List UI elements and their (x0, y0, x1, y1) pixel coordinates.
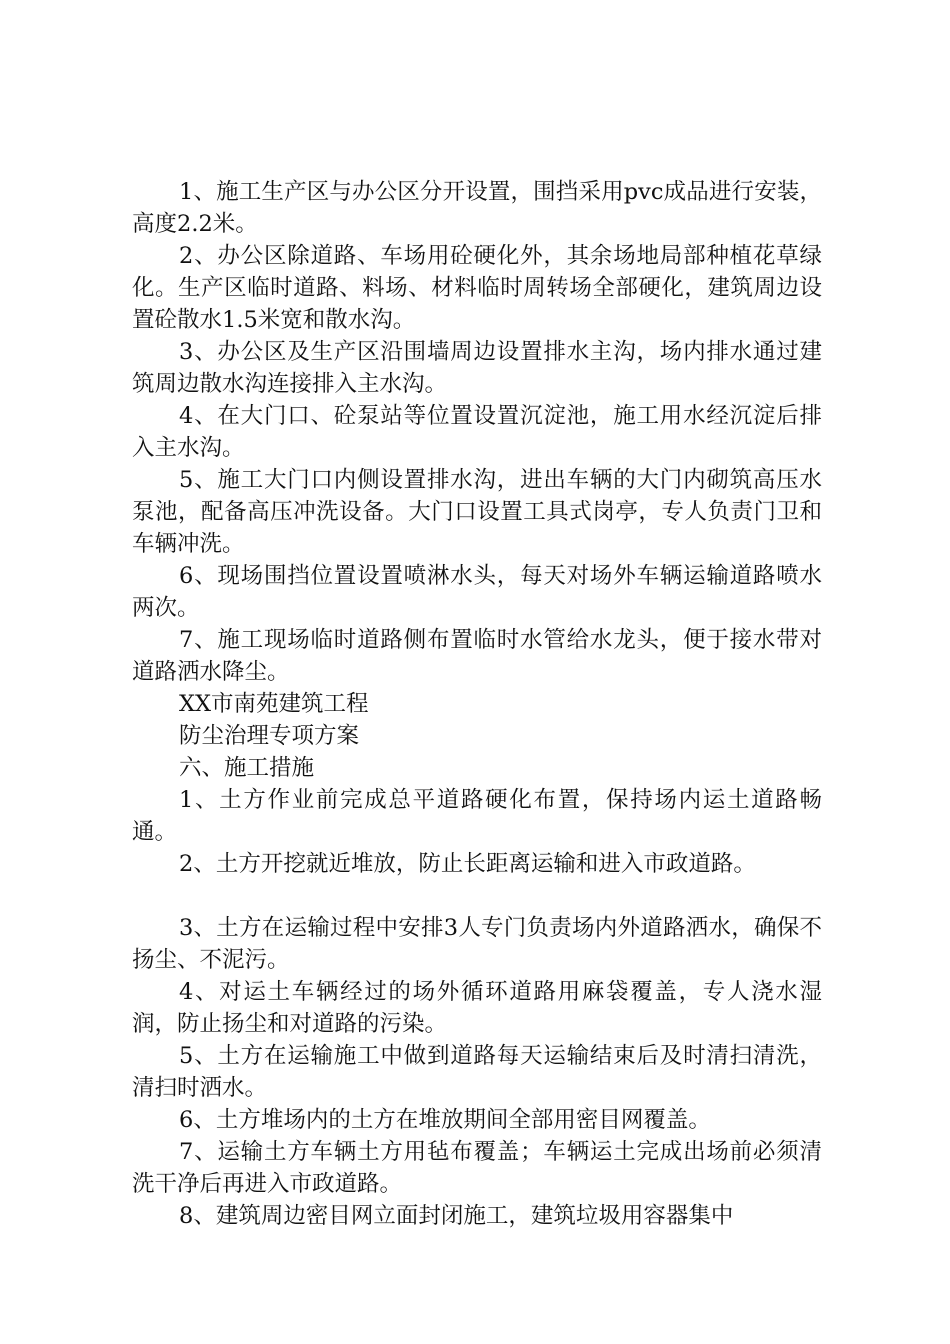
plan-title-line: 防尘治理专项方案 (179, 723, 360, 749)
document-body (132, 176, 822, 1232)
blank-line (132, 880, 822, 912)
project-name-line: XX市南苑建筑工程 (179, 691, 369, 717)
paragraph-stockpile-mesh: 6、土方堆场内的土方在堆放期间全部用密目网覆盖。 (179, 1107, 711, 1133)
paragraph-daily-cleaning: 5、土方在运输施工中做到道路每天运输结束后及时清扫清洗，清扫时洒水。 (132, 1043, 822, 1101)
section-heading-construction-measures: 六、施工措施 (179, 755, 315, 781)
paragraph-road-watering: 3、土方在运输过程中安排3人专门负责场内外道路洒水，确保不扬尘、不泥污。 (132, 915, 822, 973)
paragraph-sedimentation-tank: 4、在大门口、砼泵站等位置设置沉淀池，施工用水经沉淀后排入主水沟。 (132, 403, 822, 461)
paragraph-earthwork-road-hardening: 1、土方作业前完成总平道路硬化布置，保持场内运土道路畅通。 (132, 787, 822, 845)
paragraph-truck-covering: 7、运输土方车辆土方用毡布覆盖；车辆运土完成出场前必须清洗干净后再进入市政道路。 (132, 1139, 822, 1197)
paragraph-production-office-separation: 1、施工生产区与办公区分开设置，围挡采用pvc成品进行安装，高度2.2米。 (132, 179, 822, 237)
paragraph-facade-enclosure: 8、建筑周边密目网立面封闭施工，建筑垃圾用容器集中 (179, 1203, 734, 1229)
paragraph-water-taps: 7、施工现场临时道路侧布置临时水管给水龙头，便于接水带对道路洒水降尘。 (132, 627, 822, 685)
paragraph-drainage-main-ditch: 3、办公区及生产区沿围墙周边设置排水主沟，场内排水通过建筑周边散水沟连接排入主水沟。 (132, 339, 822, 397)
paragraph-sack-covering: 4、对运土车辆经过的场外循环道路用麻袋覆盖，专人浇水湿润，防止扬尘和对道路的污染。 (132, 979, 822, 1037)
paragraph-spray-heads: 6、现场围挡位置设置喷淋水头，每天对场外车辆运输道路喷水两次。 (132, 563, 822, 621)
paragraph-hardening-greening: 2、办公区除道路、车场用砼硬化外，其余场地局部种植花草绿化。生产区临时道路、料场、材料临时周转场全部硬化，建筑周边设置砼散水1.5米宽和散水沟。 (132, 243, 822, 333)
paragraph-gate-washing: 5、施工大门口内侧设置排水沟，进出车辆的大门内砌筑高压水泵池，配备高压冲洗设备。大门口设置工具式岗亭，专人负责门卫和车辆冲洗。 (132, 467, 822, 557)
paragraph-earthwork-nearby-stacking: 2、土方开挖就近堆放，防止长距离运输和进入市政道路。 (179, 851, 756, 877)
